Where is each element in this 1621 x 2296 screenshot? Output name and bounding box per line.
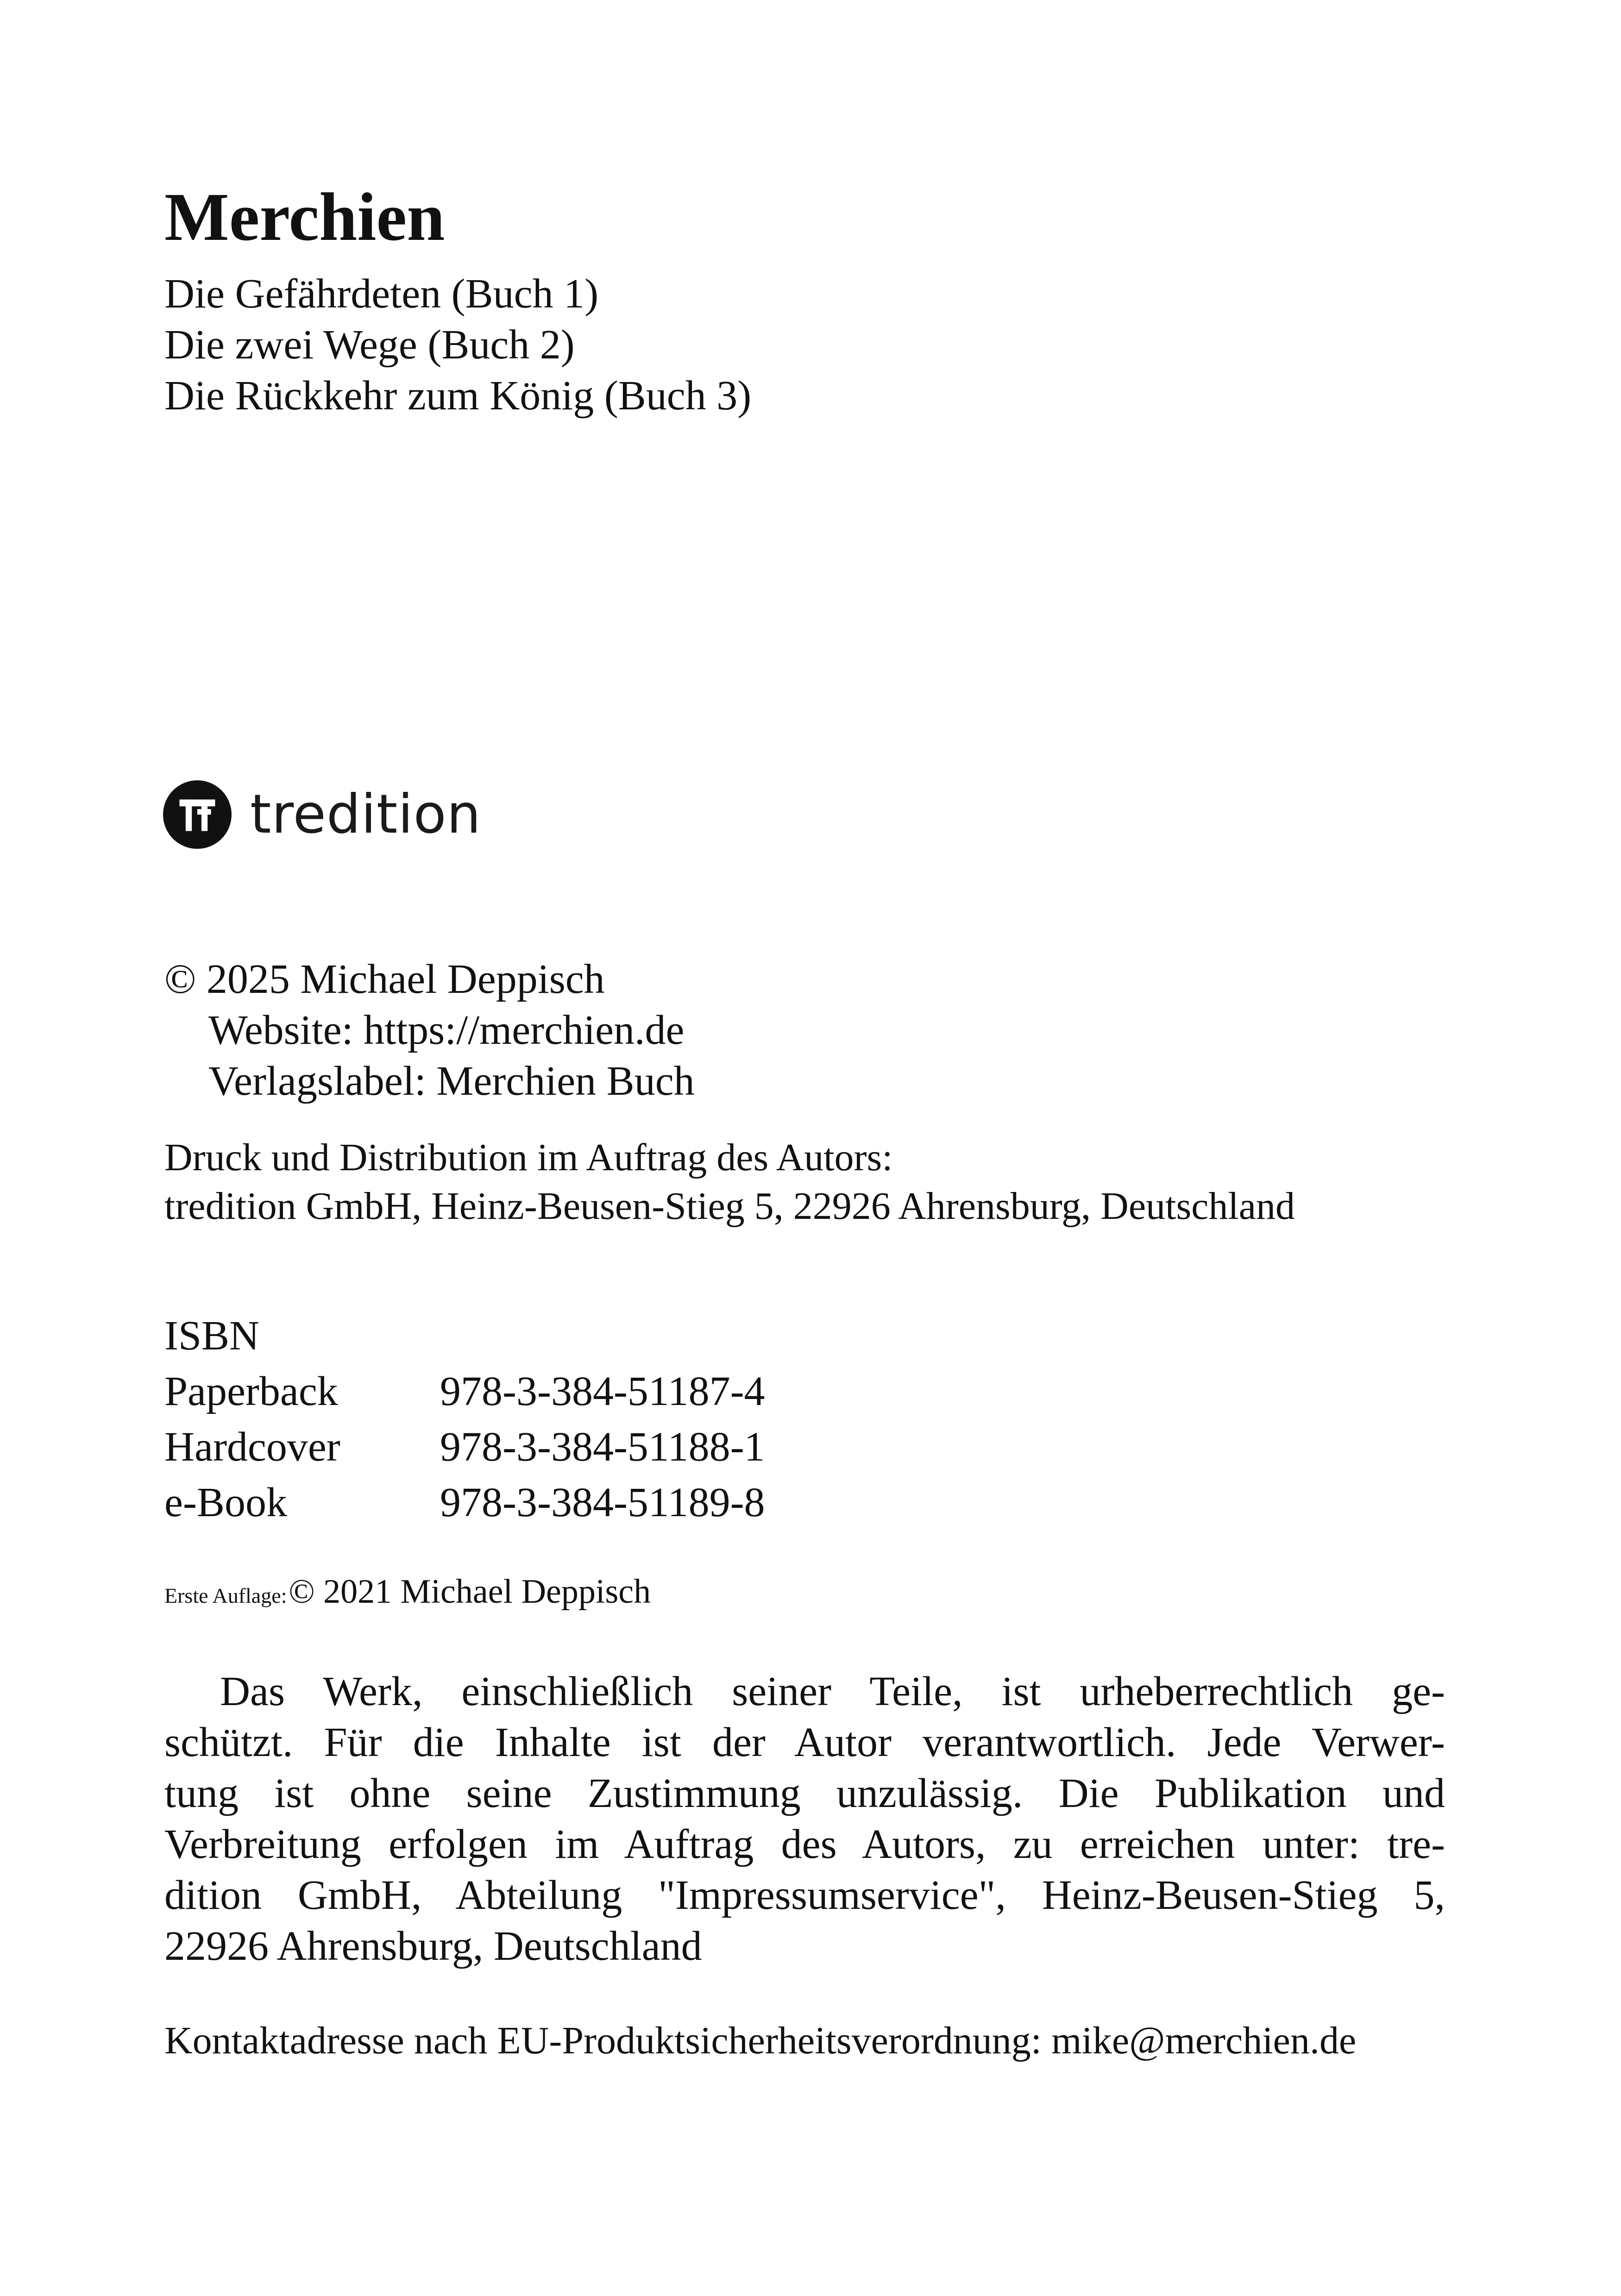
legal-line-3: tung ist ohne seine Zustimmung unzulässig. Die Publikation und <box>164 1770 1445 1816</box>
isbn-number-paperback: 978-3-384-51187-4 <box>440 1368 765 1414</box>
website-line: Website: https://merchien.de <box>208 1007 685 1053</box>
first-edition-line <box>164 1575 651 1609</box>
series-item-2: Die zwei Wege (Buch 2) <box>164 322 575 368</box>
legal-line-2: schützt. Für die Inhalte ist der Autor verantwortlich. Jede Verwer- <box>164 1719 1445 1765</box>
series-item-1: Die Gefährdeten (Buch 1) <box>164 271 599 317</box>
publisher-logo <box>163 780 481 849</box>
isbn-heading: ISBN <box>164 1313 260 1359</box>
book-title: Merchien <box>164 179 445 255</box>
series-item-3: Die Rückkehr zum König (Buch 3) <box>164 373 752 419</box>
contact-line: Kontaktadresse nach EU-Produktsicherheitsverordnung: mike@merchien.de <box>164 2019 1357 2062</box>
first-edition-text: © 2021 Michael Deppisch <box>289 1573 651 1611</box>
legal-line-1: Das Werk, einschließlich seiner Teile, ist urheberrechtlich ge- <box>220 1669 1445 1714</box>
isbn-number-hardcover: 978-3-384-51188-1 <box>440 1424 765 1470</box>
legal-notice <box>164 1666 1445 1972</box>
isbn-format-hardcover: Hardcover <box>164 1424 340 1470</box>
isbn-format-ebook: e-Book <box>164 1480 287 1525</box>
publisher-name: tredition <box>250 783 482 846</box>
legal-line-6: 22926 Ahrensburg, Deutschland <box>164 1923 702 1969</box>
publisher-label-line: Verlagslabel: Merchien Buch <box>208 1058 695 1104</box>
legal-line-4: Verbreitung erfolgen im Auftrag des Autors, zu erreichen unter: tre- <box>164 1821 1445 1867</box>
isbn-format-paperback: Paperback <box>164 1368 338 1414</box>
copyright-line: © 2025 Michael Deppisch <box>164 956 605 1002</box>
first-edition-label: Erste Auflage: <box>164 1584 287 1607</box>
isbn-number-ebook: 978-3-384-51189-8 <box>440 1480 765 1525</box>
tredition-logo-icon <box>163 780 232 849</box>
distribution-line-1: Druck und Distribution im Auftrag des Autors: <box>164 1136 893 1179</box>
distribution-line-2: tredition GmbH, Heinz-Beusen-Stieg 5, 22926 Ahrensburg, Deutschland <box>164 1185 1295 1228</box>
legal-line-5: dition GmbH, Abteilung "Impressumservice", Heinz-Beusen-Stieg 5, <box>164 1872 1445 1918</box>
